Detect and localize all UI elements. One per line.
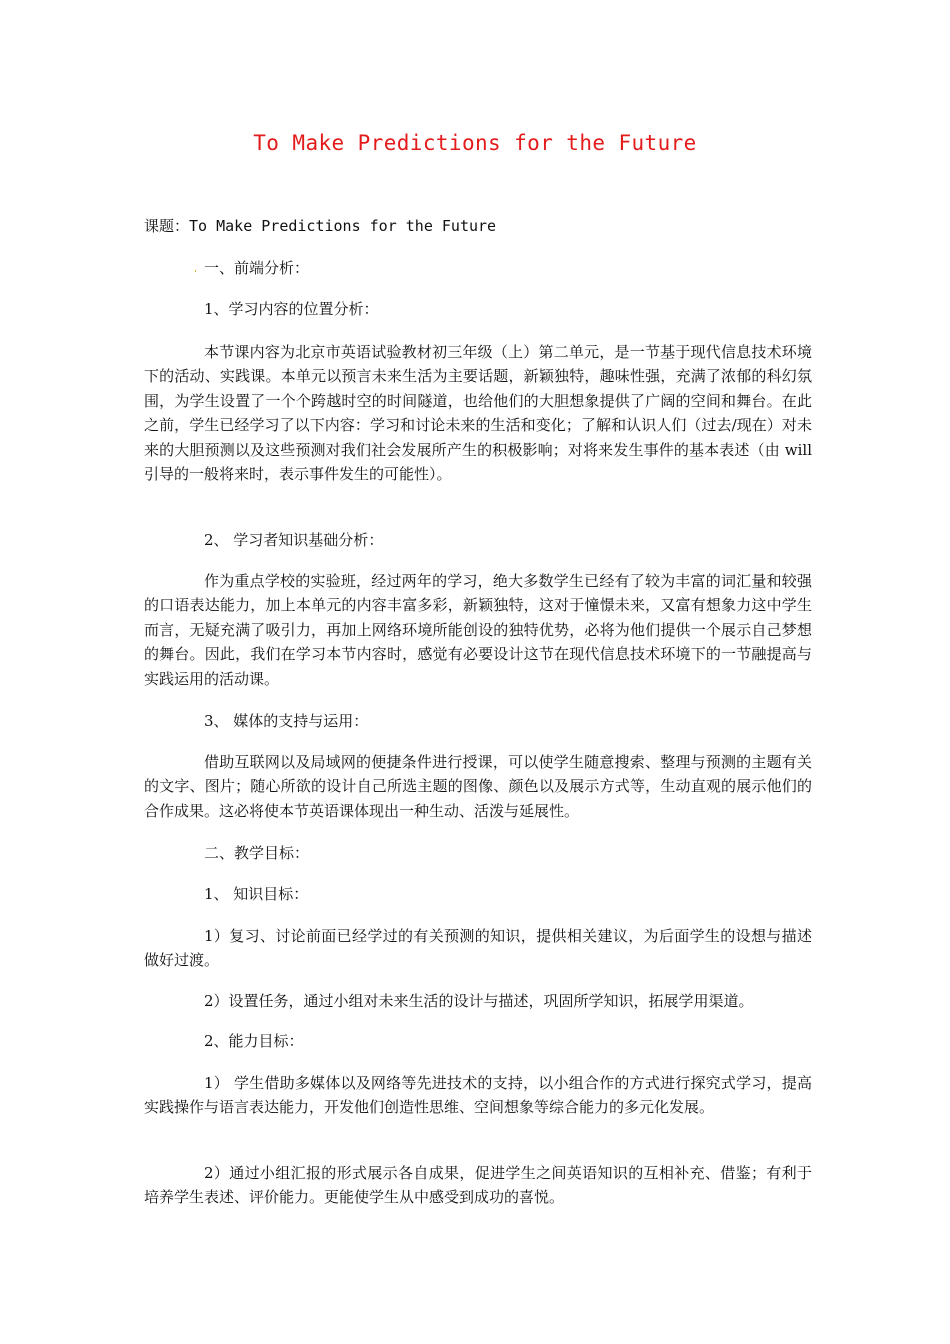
course-line bbox=[144, 214, 496, 238]
paragraph-content-position bbox=[144, 340, 812, 486]
course-label: 课题： bbox=[144, 217, 190, 235]
ability-goal-2 bbox=[144, 1161, 812, 1210]
decorative-mark: ، bbox=[194, 265, 197, 275]
course-value: To Make Predictions for the Future bbox=[189, 217, 497, 235]
subsection-1-heading: 1、学习内容的位置分析： bbox=[204, 300, 379, 318]
subsection-2-heading: 2、 学习者知识基础分析： bbox=[204, 531, 384, 549]
knowledge-goal-1 bbox=[144, 924, 812, 973]
section-2-heading: 二、教学目标： bbox=[204, 844, 310, 862]
document-title: To Make Predictions for the Future bbox=[253, 131, 697, 155]
knowledge-goals-heading: 1、 知识目标： bbox=[204, 885, 309, 903]
paragraph-text: 2）通过小组汇报的形式展示各自成果，促进学生之间英语知识的互相补充、借鉴；有利于培养学生表述、评价能力。更能使学生从中感受到成功的喜悦。 bbox=[144, 1164, 812, 1207]
paragraph-text: 本节课内容为北京市英语试验教材初三年级（上）第二单元，是一节基于现代信息技术环境下的活动、实践课。本单元以预言未来生活为主要话题，新颖独特，趣味性强，充满了浓郁的科幻氛围，为学生设置了一个个跨越时空的时间隧道，也给他们的大胆想象提供了广阔的空间和舞台。在此之前，学生已经学习了以下内容：学习和讨论未来的生活和变化；了解和认识人们（过去/现在）对未来的大胆预测以及这些预测对我们社会发展所产生的积极影响；对将来发生事件的基本表述（由 will 引导的一般将来时，表示事件发生的可能性）。 bbox=[144, 343, 812, 484]
knowledge-goal-2: 2）设置任务，通过小组对未来生活的设计与描述，巩固所学知识，拓展学用渠道。 bbox=[204, 992, 754, 1010]
subsection-3-heading: 3、 媒体的支持与运用： bbox=[204, 712, 369, 730]
paragraph-text: 借助互联网以及局域网的便捷条件进行授课，可以使学生随意搜索、整理与预测的主题有关的文字、图片；随心所欲的设计自己所选主题的图像、颜色以及展示方式等，生动直观的展示他们的合作成果。这必将使本节英语课体现出一种生动、活泼与延展性。 bbox=[144, 753, 812, 820]
paragraph-learner-analysis bbox=[144, 569, 812, 691]
paragraph-text: 1） 学生借助多媒体以及网络等先进技术的支持，以小组合作的方式进行探究式学习，提高实践操作与语言表达能力，开发他们创造性思维、空间想象等综合能力的多元化发展。 bbox=[144, 1074, 812, 1117]
ability-goals-heading: 2、能力目标： bbox=[204, 1032, 304, 1050]
paragraph-media-support bbox=[144, 750, 812, 823]
paragraph-text: 作为重点学校的实验班，经过两年的学习，绝大多数学生已经有了较为丰富的词汇量和较强的口语表达能力，加上本单元的内容丰富多彩，新颖独特，这对于憧憬未来，又富有想象力这中学生而言，无疑充满了吸引力，再加上网络环境所能创设的独特优势，必将为他们提供一个展示自己梦想的舞台。因此，我们在学习本节内容时，感觉有必要设计这节在现代信息技术环境下的一节融提高与实践运用的活动课。 bbox=[144, 572, 812, 688]
paragraph-text: 1）复习、讨论前面已经学过的有关预测的知识，提供相关建议，为后面学生的设想与描述做好过渡。 bbox=[144, 927, 812, 970]
section-1-heading: 一、前端分析： bbox=[204, 259, 310, 277]
ability-goal-1 bbox=[144, 1071, 812, 1120]
